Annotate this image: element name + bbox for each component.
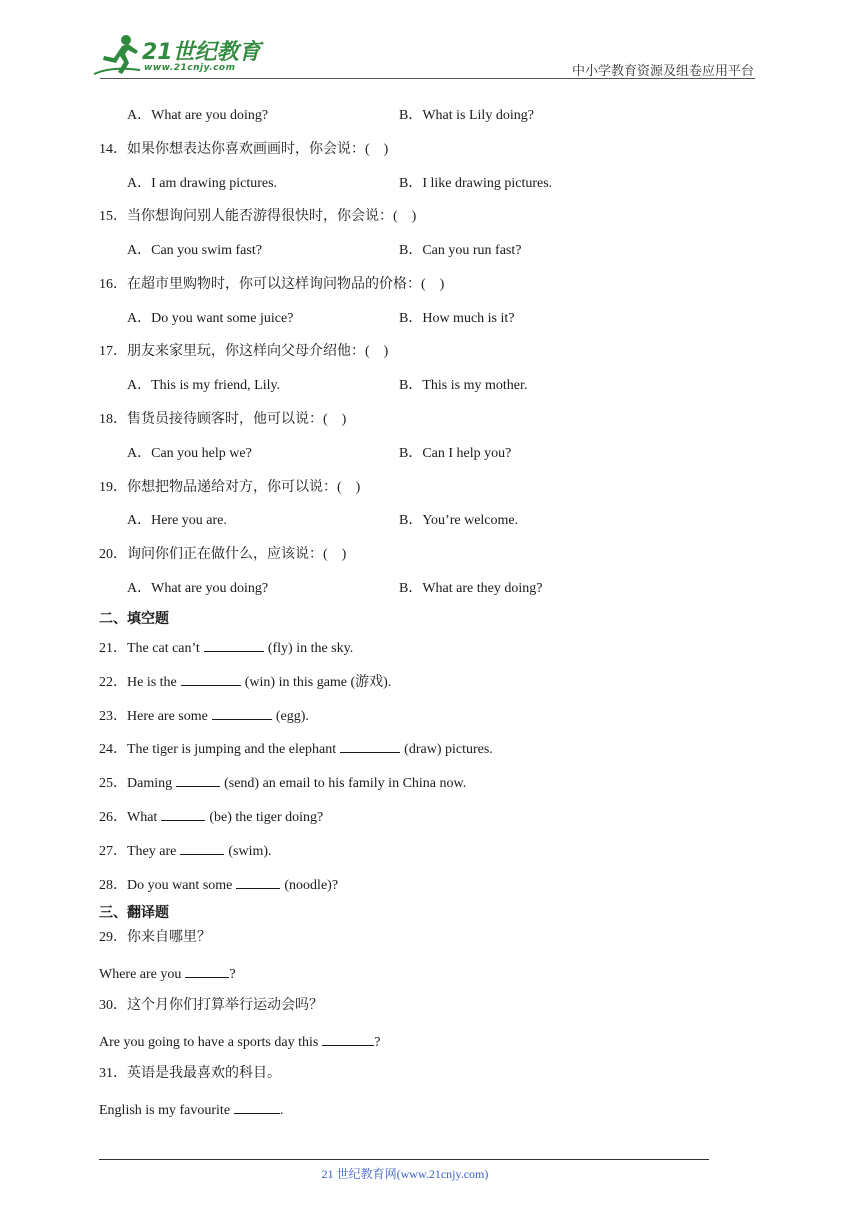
q31-post: . bbox=[280, 1103, 284, 1118]
q28-post: (noodle)? bbox=[284, 878, 339, 893]
q21-post: (fly) in the sky. bbox=[267, 641, 354, 656]
q13-option-a: A．What are you doing? bbox=[127, 108, 269, 123]
q27-blank bbox=[180, 840, 224, 855]
q31-stem: 31．英语是我最喜欢的科目。 bbox=[99, 1066, 281, 1081]
q30-stem: 30．这个月你们打算举行运动会吗？ bbox=[99, 998, 323, 1013]
q26-pre: 26．What bbox=[99, 810, 158, 825]
q28 bbox=[99, 874, 338, 895]
q14-option-a: A．I am drawing pictures. bbox=[127, 176, 278, 191]
q29-stem: 29．你来自哪里？ bbox=[99, 930, 211, 945]
logo bbox=[92, 32, 262, 78]
q18-option-a: A．Can you help we? bbox=[127, 446, 252, 461]
page-header bbox=[0, 0, 860, 80]
q30-post: ? bbox=[374, 1035, 381, 1050]
q26-post: (be) the tiger doing? bbox=[209, 810, 324, 825]
q24-blank bbox=[340, 738, 400, 753]
q20-option-b: B．What are they doing? bbox=[399, 581, 543, 596]
q16-stem: 16．在超市里购物时，你可以这样询问物品的价格：( ) bbox=[99, 277, 445, 292]
q29-post: ? bbox=[229, 967, 236, 982]
q24 bbox=[99, 738, 493, 759]
q18-option-b: B．Can I help you? bbox=[399, 446, 512, 461]
q19-stem: 19．你想把物品递给对方，你可以说：( ) bbox=[99, 480, 361, 495]
runner-logo-icon bbox=[92, 32, 144, 78]
footer-text: 21 世纪教育网(www.21cnjy.com) bbox=[321, 1167, 489, 1181]
q28-blank bbox=[236, 874, 280, 889]
q17-stem: 17．朋友来家里玩，你这样向父母介绍他：( ) bbox=[99, 344, 389, 359]
q24-post: (draw) pictures. bbox=[404, 742, 493, 757]
q25-pre: 25．Daming bbox=[99, 776, 173, 791]
q22-post: (win) in this game (游戏). bbox=[244, 675, 392, 690]
q30-answer bbox=[99, 1031, 381, 1052]
q23 bbox=[99, 705, 309, 726]
q30-blank bbox=[322, 1031, 374, 1046]
q27-pre: 27．They are bbox=[99, 844, 177, 859]
q19-option-a: A．Here you are. bbox=[127, 513, 227, 528]
header-divider bbox=[100, 78, 755, 79]
q31-pre: English is my favourite bbox=[99, 1103, 231, 1118]
q23-blank bbox=[212, 705, 272, 720]
q25 bbox=[99, 772, 466, 793]
q30-pre: Are you going to have a sports day this bbox=[99, 1035, 319, 1050]
q23-post: (egg). bbox=[275, 709, 309, 724]
q17-option-a: A．This is my friend, Lily. bbox=[127, 378, 281, 393]
section-title-translation: 三、翻译题 bbox=[99, 905, 169, 921]
q22-pre: 22．He is the bbox=[99, 675, 177, 690]
q14-option-b: B．I like drawing pictures. bbox=[399, 176, 553, 191]
q21-pre: 21．The cat can’t bbox=[99, 641, 200, 656]
q26-blank bbox=[161, 806, 205, 821]
q20-option-a: A．What are you doing? bbox=[127, 581, 269, 596]
platform-name: 中小学教育资源及组卷应用平台 bbox=[571, 63, 754, 78]
q22-blank bbox=[181, 671, 241, 686]
q20-stem: 20．询问你们正在做什么，应该说：( ) bbox=[99, 547, 347, 562]
q23-pre: 23．Here are some bbox=[99, 709, 208, 724]
logo-url: www.21cnjy.com bbox=[144, 63, 236, 73]
logo-text: 21世纪教育 bbox=[142, 40, 261, 65]
q21 bbox=[99, 637, 353, 658]
q22 bbox=[99, 671, 391, 692]
q14-stem: 14．如果你想表达你喜欢画画时，你会说：( ) bbox=[99, 142, 389, 157]
q25-blank bbox=[176, 772, 220, 787]
section-title-fill-in: 二、填空题 bbox=[99, 611, 169, 627]
q27 bbox=[99, 840, 272, 861]
q18-stem: 18．售货员接待顾客时，他可以说：( ) bbox=[99, 412, 347, 427]
q15-option-b: B．Can you run fast? bbox=[399, 243, 522, 258]
q26 bbox=[99, 806, 323, 827]
q27-post: (swim). bbox=[228, 844, 272, 859]
q31-blank bbox=[234, 1099, 280, 1114]
q15-stem: 15．当你想询问别人能否游得很快时，你会说：( ) bbox=[99, 209, 417, 224]
q29-answer bbox=[99, 963, 236, 984]
q13-option-b: B．What is Lily doing? bbox=[399, 108, 534, 123]
q28-pre: 28．Do you want some bbox=[99, 878, 233, 893]
footer-divider bbox=[99, 1159, 709, 1160]
q19-option-b: B．You’re welcome. bbox=[399, 513, 519, 528]
q16-option-b: B．How much is it? bbox=[399, 311, 515, 326]
q29-blank bbox=[185, 963, 229, 978]
q25-post: (send) an email to his family in China now. bbox=[224, 776, 467, 791]
q29-pre: Where are you bbox=[99, 967, 182, 982]
q17-option-b: B．This is my mother. bbox=[399, 378, 528, 393]
q15-option-a: A．Can you swim fast? bbox=[127, 243, 262, 258]
q24-pre: 24．The tiger is jumping and the elephant bbox=[99, 742, 337, 757]
q16-option-a: A．Do you want some juice? bbox=[127, 311, 294, 326]
q21-blank bbox=[204, 637, 264, 652]
q31-answer bbox=[99, 1099, 284, 1120]
